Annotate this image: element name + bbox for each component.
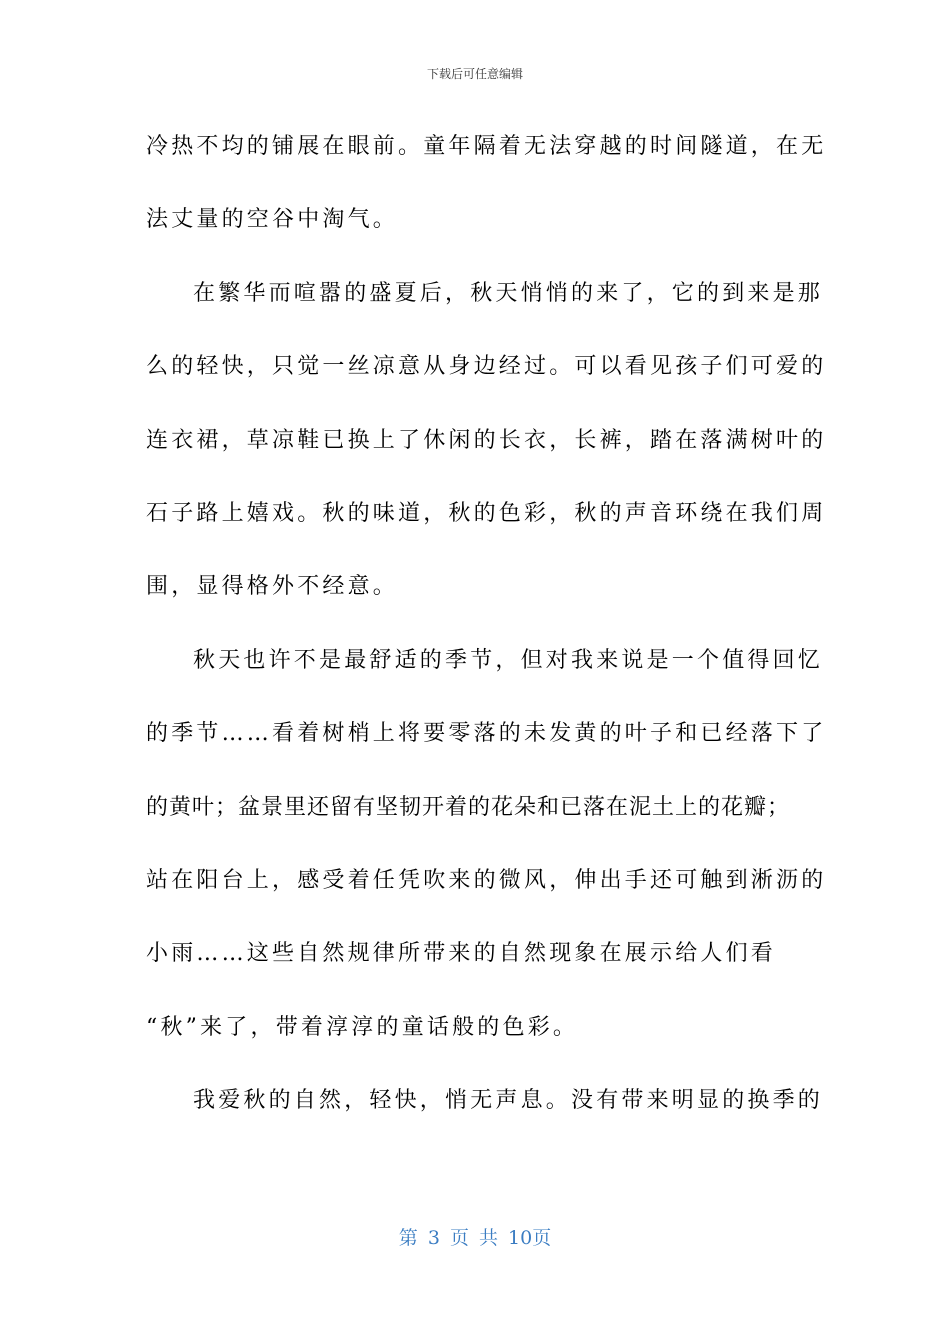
text-line: 站在阳台上，感受着任凭吹来的微风，伸出手还可触到淅沥的 bbox=[146, 867, 827, 893]
text-line: 石子路上嬉戏。秋的味道，秋的色彩，秋的声音环绕在我们周 bbox=[146, 500, 827, 526]
text-line: 的黄叶；盆景里还留有坚韧开着的花朵和已落在泥土上的花瓣； bbox=[146, 794, 791, 820]
text-line: 么的轻快，只觉一丝凉意从身边经过。可以看见孩子们可爱的 bbox=[146, 354, 827, 380]
text-line: 冷热不均的铺展在眼前。童年隔着无法穿越的时间隧道，在无 bbox=[146, 134, 827, 159]
text-line: 围，显得格外不经意。 bbox=[146, 574, 399, 600]
paragraph-start-line: 秋天也许不是最舒适的季节，但对我来说是一个值得回忆 bbox=[193, 647, 824, 673]
document-body bbox=[146, 110, 827, 1137]
text-line: “秋”来了，带着淳淳的童话般的色彩。 bbox=[146, 1014, 579, 1040]
text-line: 连衣裙，草凉鞋已换上了休闲的长衣，长裤，踏在落满树叶的 bbox=[146, 427, 827, 453]
text-line: 小雨……这些自然规律所带来的自然现象在展示给人们看 bbox=[146, 941, 777, 967]
paragraph-start-line: 我爱秋的自然，轻快，悄无声息。没有带来明显的换季的 bbox=[193, 1088, 824, 1114]
text-line: 的季节……看着树梢上将要零落的未发黄的叶子和已经落下了 bbox=[146, 721, 827, 747]
page-number: 第 3 页 共 10页 bbox=[398, 1227, 552, 1249]
paragraph-start-line: 在繁华而喧嚣的盛夏后，秋天悄悄的来了，它的到来是那 bbox=[193, 280, 824, 306]
text-line: 法丈量的空谷中淘气。 bbox=[146, 207, 399, 233]
page-header: 下载后可任意编辑 bbox=[426, 67, 523, 81]
